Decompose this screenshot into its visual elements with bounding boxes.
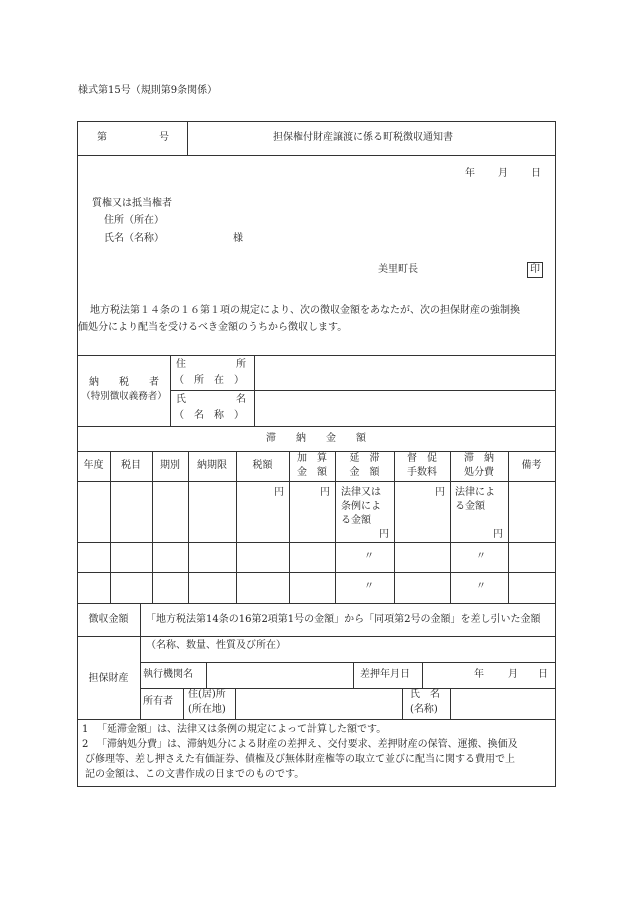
yen-unit: 円: [320, 487, 330, 498]
column-header-additional-sub: 金 額: [297, 467, 327, 478]
divider: [206, 662, 207, 688]
seizure-date-year: 年: [474, 669, 484, 680]
divider: [508, 451, 509, 603]
divider: [77, 355, 555, 356]
collateral-detail: （名称、数量、性質及び所在）: [146, 640, 286, 651]
owner-label: 所有者: [143, 696, 173, 707]
divider: [140, 603, 141, 719]
divider: [183, 688, 184, 719]
column-header-remarks: 備考: [521, 460, 542, 471]
column-header-delinquency-sub: 金 額: [349, 467, 380, 478]
owner-name-label: 氏 名: [410, 689, 440, 700]
column-header-tax-item: 税目: [121, 460, 141, 471]
column-header-disposal-cost: 滞 納: [464, 453, 494, 464]
divider: [402, 688, 403, 719]
arrears-title: 滞 納 金 額: [266, 433, 366, 444]
taxpayer-name-sublabel: （ 名 称 ）: [174, 410, 244, 421]
note-2-text-line-1: 「滞納処分費」は、滞納処分による財産の差押え、交付要求、差押財産の保管、運搬、換価及: [97, 739, 518, 750]
column-header-reminder-fee: 督 促: [407, 453, 437, 464]
column-header-period: 期別: [160, 460, 180, 471]
taxpayer-name-label: 氏 名: [176, 394, 246, 405]
addressee-honorific: 様: [233, 233, 243, 244]
yen-unit: 円: [379, 529, 389, 540]
taxpayer-address-label: 住 所: [176, 359, 246, 370]
disposal-note-line-1: 法律によ: [455, 487, 495, 498]
divider: [450, 688, 451, 719]
note-2-text-line-2: び修理等、差し押さえた有価証券、債権及び無体財産権等の取立て並びに配当に関する費用で上: [85, 754, 515, 765]
owner-address-label: 住(居)所: [188, 689, 226, 700]
divider: [353, 662, 354, 688]
delinquency-note-line-2: 条例によ: [341, 501, 381, 512]
number-prefix: 第: [97, 132, 107, 143]
notice-text-line-2: 価処分により配当を受けるべき金額のうちから徴収します。: [78, 322, 348, 333]
divider: [77, 572, 555, 573]
date-month: 月: [498, 168, 508, 179]
delinquency-note-line-3: る金額: [341, 515, 371, 526]
seizure-date-label: 差押年月日: [360, 669, 410, 680]
owner-address-sublabel: (所在地): [188, 704, 226, 715]
note-2-text-line-3: 記の金額は、この文書作成の日までのものです。: [85, 769, 305, 780]
divider: [422, 662, 423, 688]
enforcement-agency-label: 執行機関名: [143, 669, 193, 680]
divider: [188, 451, 189, 603]
yen-unit: 円: [493, 529, 503, 540]
divider: [110, 451, 111, 603]
note-1-text: 「延滞金額」は、法律又は条例の規定によって計算した額です。: [97, 724, 387, 735]
divider: [77, 719, 555, 720]
divider: [77, 426, 555, 427]
divider: [77, 451, 555, 452]
ditto-mark: 〃: [476, 551, 486, 562]
document-title: 担保権付財産譲渡に係る町税徴収通知書: [273, 132, 453, 143]
taxpayer-address-sublabel: （ 所 在 ）: [174, 375, 244, 386]
disposal-note-line-2: る金額: [455, 501, 485, 512]
ditto-mark: 〃: [476, 581, 486, 592]
taxpayer-label: 納 税 者: [89, 377, 159, 388]
divider: [77, 542, 555, 543]
divider: [77, 603, 555, 604]
addressee-name-label: 氏名（名称）: [104, 233, 164, 244]
notice-text-line-1: 地方税法第１４条の１６第１項の規定により、次の徴収金額をあなたが、次の担保財産の強制換: [90, 305, 520, 316]
collection-text: 「地方税法第14条の16第2項第1号の金額」から「同項第2号の金額」を差し引いた金額: [146, 614, 541, 625]
column-header-due-date: 納期限: [197, 460, 227, 471]
yen-unit: 円: [274, 487, 284, 498]
ditto-mark: 〃: [364, 551, 374, 562]
column-header-tax-amount: 税額: [252, 460, 273, 471]
divider: [235, 688, 236, 719]
note-1-number: 1: [82, 724, 89, 735]
divider: [77, 481, 555, 482]
divider: [236, 451, 237, 603]
column-header-additional: 加 算: [297, 453, 327, 464]
collection-label: 徴収金額: [88, 614, 129, 625]
divider: [77, 636, 555, 637]
divider: [77, 155, 555, 156]
taxpayer-sublabel: （特別徴収義務者）: [81, 391, 167, 402]
delinquency-note-line-1: 法律又は: [341, 487, 381, 498]
addressee-address-label: 住所（所在）: [104, 215, 164, 226]
column-header-year: 年度: [83, 460, 104, 471]
column-header-disposal-cost-sub: 処分費: [464, 467, 494, 478]
owner-name-sublabel: (名称): [410, 704, 438, 715]
date-year: 年: [465, 168, 475, 179]
date-day: 日: [531, 168, 541, 179]
form-label: 様式第15号（規則第9条関係）: [78, 85, 218, 96]
number-suffix: 号: [159, 132, 169, 143]
divider: [170, 390, 555, 391]
ditto-mark: 〃: [364, 581, 374, 592]
yen-unit: 円: [435, 487, 445, 498]
issuer-name: 美里町長: [378, 264, 418, 275]
column-header-reminder-fee-sub: 手数料: [407, 467, 437, 478]
collateral-label: 担保財産: [88, 673, 129, 684]
seizure-date-month: 月: [508, 669, 518, 680]
divider: [187, 121, 188, 155]
addressee-role: 質権又は抵当権者: [92, 198, 172, 209]
column-header-delinquency: 延 滞: [349, 453, 380, 464]
divider: [152, 451, 153, 603]
seizure-date-day: 日: [538, 669, 548, 680]
divider: [140, 662, 555, 663]
note-2-number: 2: [82, 739, 89, 750]
seal-stamp: 印: [527, 262, 543, 278]
